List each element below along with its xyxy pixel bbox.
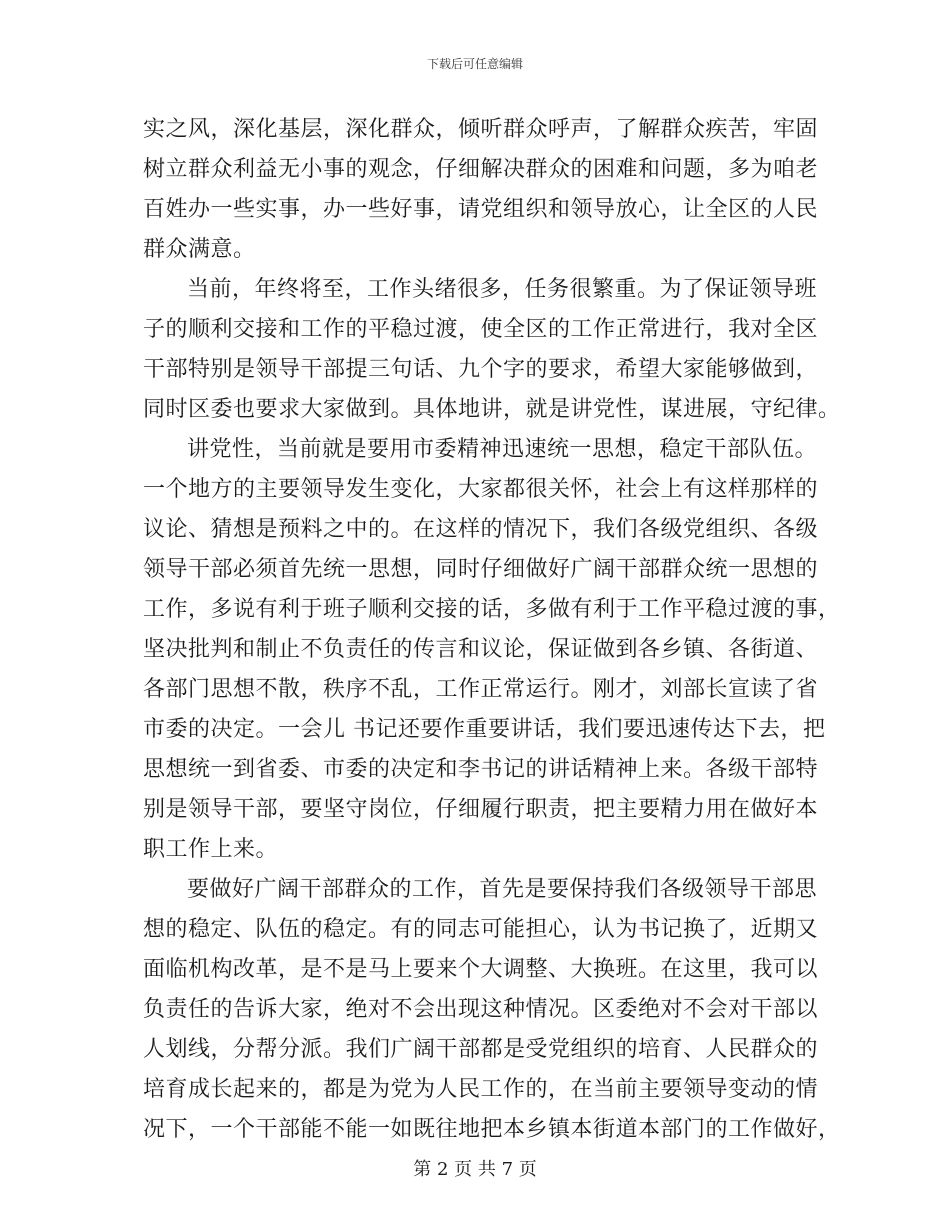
text-line: 干部特别是领导干部提三句话、九个字的要求，希望大家能够做到， [143,357,819,382]
text-line: 树立群众利益无小事的观念，仔细解决群众的困难和问题，多为咱老 [143,157,819,182]
text-line: 各部门思想不散，秩序不乱，工作正常运行。刚才，刘部长宣读了省 [143,677,819,702]
text-line: 同时区委也要求大家做到。具体地讲，就是讲党性，谋进展，守纪律。 [143,397,841,422]
text-line: 领导干部必须首先统一思想，同时仔细做好广阔干部群众统一思想的 [143,557,819,582]
text-line: 工作，多说有利于班子顺利交接的话，多做有利于工作平稳过渡的事， [143,597,841,622]
text-line: 人划线，分帮分派。我们广阔干部都是受党组织的培育、人民群众的 [143,1037,819,1062]
document-body [143,110,841,1150]
text-line: 百姓办一些实事，办一些好事，请党组织和领导放心，让全区的人民 [143,197,819,222]
paragraph-first-line: 讲党性，当前就是要用市委精神迅速统一思想，稳定干部队伍。 [187,437,818,462]
paragraph-first-line: 当前，年终将至，工作头绪很多，任务很繁重。为了保证领导班 [187,277,818,302]
text-line: 面临机构改革，是不是马上要来个大调整、大换班。在这里，我可以 [143,957,819,982]
page-header: 下载后可任意编辑 [426,57,523,71]
text-line: 思想统一到省委、市委的决定和李书记的讲话精神上来。各级干部特 [143,757,819,782]
text-line: 子的顺利交接和工作的平稳过渡，使全区的工作正常进行，我对全区 [143,317,819,342]
page-number-footer: 第 2 页 共 7 页 [413,1159,537,1180]
text-line: 群众满意。 [143,237,256,262]
text-line: 别是领导干部，要坚守岗位，仔细履行职责，把主要精力用在做好本 [143,797,819,822]
text-line: 负责任的告诉大家，绝对不会出现这种情况。区委绝对不会对干部以 [143,997,819,1022]
text-line: 想的稳定、队伍的稳定。有的同志可能担心，认为书记换了，近期又 [143,917,819,942]
text-line: 职工作上来。 [143,837,279,862]
paragraph-first-line: 要做好广阔干部群众的工作，首先是要保持我们各级领导干部思 [187,877,818,902]
text-line: 坚决批判和制止不负责任的传言和议论，保证做到各乡镇、各街道、 [143,637,819,662]
text-line: 培育成长起来的，都是为党为人民工作的，在当前主要领导变动的情 [143,1077,819,1102]
text-line: 况下，一个干部能不能一如既往地把本乡镇本街道本部门的工作做好， [143,1117,841,1142]
text-line: 市委的决定。一会儿 书记还要作重要讲话，我们要迅速传达下去，把 [143,717,826,742]
text-line: 实之风，深化基层，深化群众，倾听群众呼声，了解群众疾苦，牢固 [143,117,819,142]
text-line: 一个地方的主要领导发生变化，大家都很关怀，社会上有这样那样的 [143,477,819,502]
text-line: 议论、猜想是预料之中的。在这样的情况下，我们各级党组织、各级 [143,517,819,542]
